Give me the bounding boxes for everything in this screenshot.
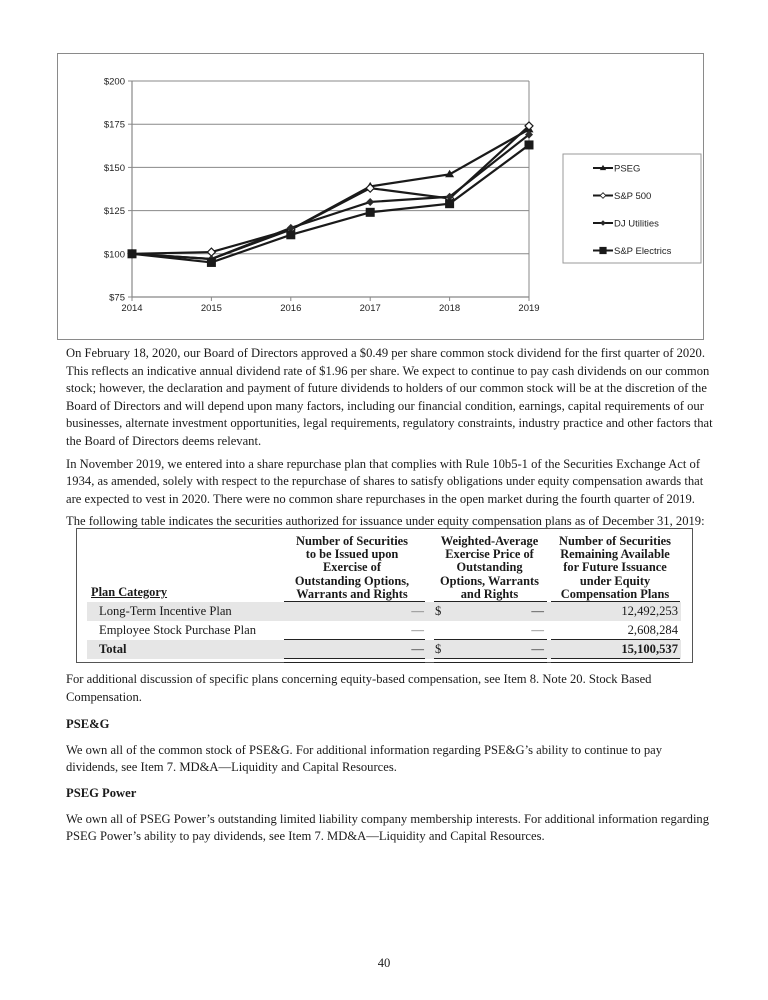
series-s-p-500 [128,122,533,258]
header-line: Outstanding Options, [294,573,410,588]
dividend-section [66,345,716,536]
header-line: under Equity [579,573,651,588]
total-rule [284,639,425,640]
header-line: Exercise Price of [445,547,534,562]
y-tick-label: $125 [103,206,125,218]
row-currency: $ [435,604,442,618]
x-tick-label: 2014 [121,303,143,314]
row-issued: — [411,604,424,618]
y-tick-label: $100 [103,249,125,261]
y-tick-label: $150 [103,162,125,174]
x-tick-label: 2016 [280,303,302,314]
x-tick-label: 2017 [359,303,381,314]
row-remaining-total: 15,100,537 [621,642,678,656]
row-plan-name: Long-Term Incentive Plan [99,604,232,618]
series-dj-utilities [128,131,533,263]
row-issued: — [411,623,424,637]
x-tick-label: 2015 [200,303,222,314]
legend-label: S&P 500 [614,191,652,202]
additional-paragraph: For additional discussion of specific plans concerning equity-based compensation, see Item 8. Note 20. Stock Based Compensation. [66,672,652,704]
header-line: Options, Warrants [440,573,539,588]
chart-legend [563,154,701,263]
page-number: 40 [377,956,391,970]
performance-chart [57,53,704,340]
header-line: Outstanding [456,560,523,575]
header-line: Warrants and Rights [296,586,408,601]
total-rule [434,639,547,640]
row-remaining: 2,608,284 [627,623,678,637]
row-total-label: Total [99,642,127,656]
header-line: Compensation Plans [560,586,670,601]
double-rule [434,658,547,663]
legend-label: S&P Electrics [614,246,672,257]
header-plan-category: Plan Category [91,585,168,599]
row-remaining: 12,492,253 [621,604,678,618]
header-line: and Rights [460,586,519,601]
legend-label: PSEG [614,163,641,175]
double-rule [551,658,680,663]
header-line: Exercise of [323,560,381,575]
row-issued: — [411,642,424,656]
pseg-heading: PSE&G [66,717,110,732]
double-rule [284,658,425,663]
header-line: Number of Securities [296,534,408,548]
table-intro-paragraph: The following table indicates the securities authorized for issuance under equity compensation plans as of December 31, 2019: [66,514,705,529]
x-tick-label: 2019 [518,303,540,314]
line-chart [58,54,705,341]
header-line: Remaining Available [560,547,670,562]
subsidiary-section [66,671,716,851]
row-price: — [531,604,544,618]
row-price: — [531,642,544,656]
pseg-paragraph: We own all of the common stock of PSE&G. For additional information regarding PSE&G’s ability to continue to pay dividends, see Item 7. MD&A—Liquidity and Capital Resources. [66,742,663,775]
header-exercise-price [432,535,547,601]
row-price: — [531,623,544,637]
y-tick-label: $200 [103,76,125,88]
legend-label: DJ Utilities [614,218,659,230]
total-rule [551,639,680,640]
power-heading: PSEG Power [66,785,137,800]
series-pseg [128,125,534,262]
x-tick-label: 2018 [439,303,461,314]
power-paragraph: We own all of PSEG Power’s outstanding limited liability company membership interests. For additional information regarding PSEG Power’s ability to pay dividends, see Item 7. MD&A—Liquidity and Capital Resources. [66,811,710,844]
header-line: Number of Securities [559,534,671,548]
y-tick-label: $175 [103,119,125,131]
equity-compensation-table [76,528,693,663]
series-s-p-electrics [128,140,534,267]
header-line: for Future Issuance [563,560,667,575]
header-remaining-available [551,535,679,601]
header-line: Weighted-Average [440,534,539,548]
row-currency: $ [435,642,442,656]
repurchase-paragraph: In November 2019, we entered into a share repurchase plan that complies with Rule 10b5-1 of the Securities Exchange Act of 1934, as amended, solely with respect to the repurchase of shares to satisfy obligations under equity compensation awards that are expected to vest in 2020. There were no common share repurchases in the open market during the fourth quarter of 2019. [66,456,704,506]
header-line: to be Issued upon [305,547,399,562]
y-tick-label: $75 [109,292,125,304]
row-plan-name: Employee Stock Purchase Plan [99,623,257,637]
header-securities-issued [282,535,422,601]
dividend-paragraph: On February 18, 2020, our Board of Directors approved a $0.49 per share common stock dividend for the first quarter of 2020. This reflects an indicative annual dividend rate of $1.96 per share. We expect to continue to pay cash dividends on our common stock; however, the declaration and payment of future dividends to holders of our common stock will be at the discretion of the Board of Directors and will depend upon many factors, including our financial condition, earnings, capital requirements of our businesses, alternate investment opportunities, legal requirements, regulatory constraints, industry practice and other factors that the Board of Directors deems relevant. [66,346,713,448]
